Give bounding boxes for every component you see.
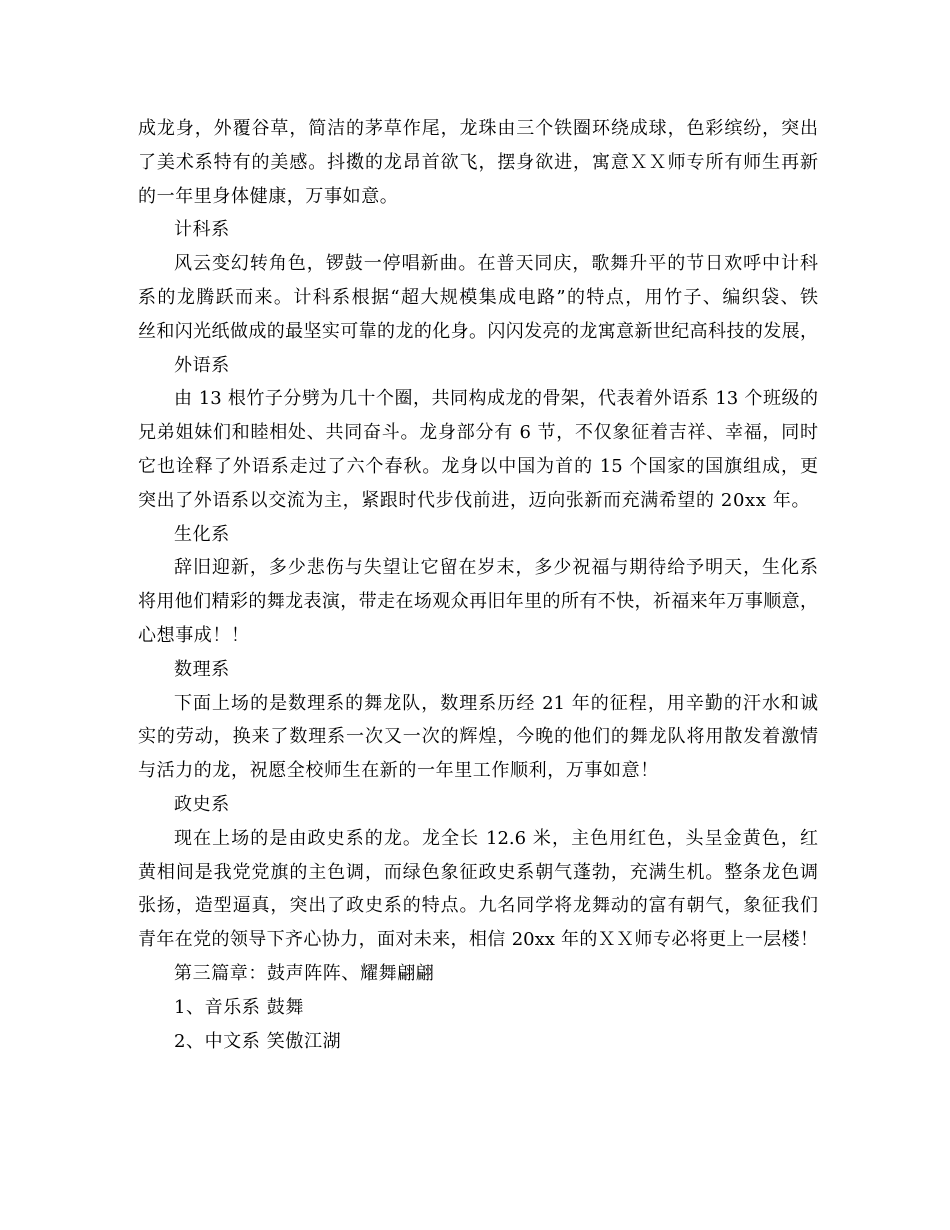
text-line: 现在上场的是由政史系的龙。龙全长 12.6 米，主色用红色，头呈金黄色，红 [174, 827, 818, 849]
text-line: 外语系 [174, 354, 230, 376]
text-line: 政史系 [174, 793, 230, 815]
text-line: 生化系 [174, 523, 230, 545]
text-line: 数理系 [174, 658, 230, 680]
text-line: 第三篇章：鼓声阵阵、耀舞翩翩 [174, 962, 435, 984]
text-line: 将用他们精彩的舞龙表演，带走在场观众再旧年里的所有不快，祈福来年万事顺意， [138, 591, 818, 613]
text-line: 下面上场的是数理系的舞龙队，数理系历经 21 年的征程，用辛勤的汗水和诚 [174, 692, 818, 714]
text-line: 与活力的龙，祝愿全校师生在新的一年里工作顺利，万事如意！ [138, 760, 659, 782]
text-line: 黄相间是我党党旗的主色调，而绿色象征政史系朝气蓬勃，充满生机。整条龙色调 [138, 861, 818, 883]
text-line: 实的劳动，换来了数理系一次又一次的辉煌，今晚的他们的舞龙队将用散发着激情 [138, 726, 818, 748]
text-line: 突出了外语系以交流为主，紧跟时代步伐前进，迈向张新而充满希望的 20xx 年。 [138, 489, 811, 511]
text-line: 兄弟姐妹们和睦相处、共同奋斗。龙身部分有 6 节，不仅象征着吉祥、幸福，同时 [138, 422, 818, 444]
text-line: 的一年里身体健康，万事如意。 [138, 185, 399, 207]
text-line: 了美术系特有的美感。抖擞的龙昂首欲飞，摆身欲进，寓意ＸＸ师专所有师生再新 [138, 151, 818, 173]
text-line: 丝和闪光纸做成的最坚实可靠的龙的化身。闪闪发亮的龙寓意新世纪高科技的发展， [138, 320, 818, 342]
text-line: 青年在党的领导下齐心协力，面对未来，相信 20xx 年的ＸＸ师专必将更上一层楼！ [138, 929, 818, 951]
text-line: 心想事成！！ [138, 624, 250, 646]
text-line: 辞旧迎新，多少悲伤与失望让它留在岁末，多少祝福与期待给予明天，生化系 [174, 557, 818, 579]
text-line: 系的龙腾跃而来。计科系根据“超大规模集成电路”的特点，用竹子、编织袋、铁 [138, 286, 818, 308]
text-line: 2、中文系 笑傲江湖 [174, 1030, 342, 1052]
text-line: 成龙身，外覆谷草，简洁的茅草作尾，龙珠由三个铁圈环绕成球，色彩缤纷，突出 [138, 118, 818, 139]
text-line: 它也诠释了外语系走过了六个春秋。龙身以中国为首的 15 个国家的国旗组成，更 [138, 455, 818, 477]
text-line: 计科系 [174, 219, 230, 241]
text-line: 风云变幻转角色，锣鼓一停唱新曲。在普天同庆，歌舞升平的节日欢呼中计科 [174, 253, 818, 275]
text-line: 1、音乐系 鼓舞 [174, 996, 304, 1018]
document-page [138, 112, 818, 1058]
text-line: 张扬，造型逼真，突出了政史系的特点。九名同学将龙舞动的富有朝气，象征我们 [138, 895, 818, 917]
text-line: 由 13 根竹子分劈为几十个圈，共同构成龙的骨架，代表着外语系 13 个班级的 [174, 388, 818, 410]
